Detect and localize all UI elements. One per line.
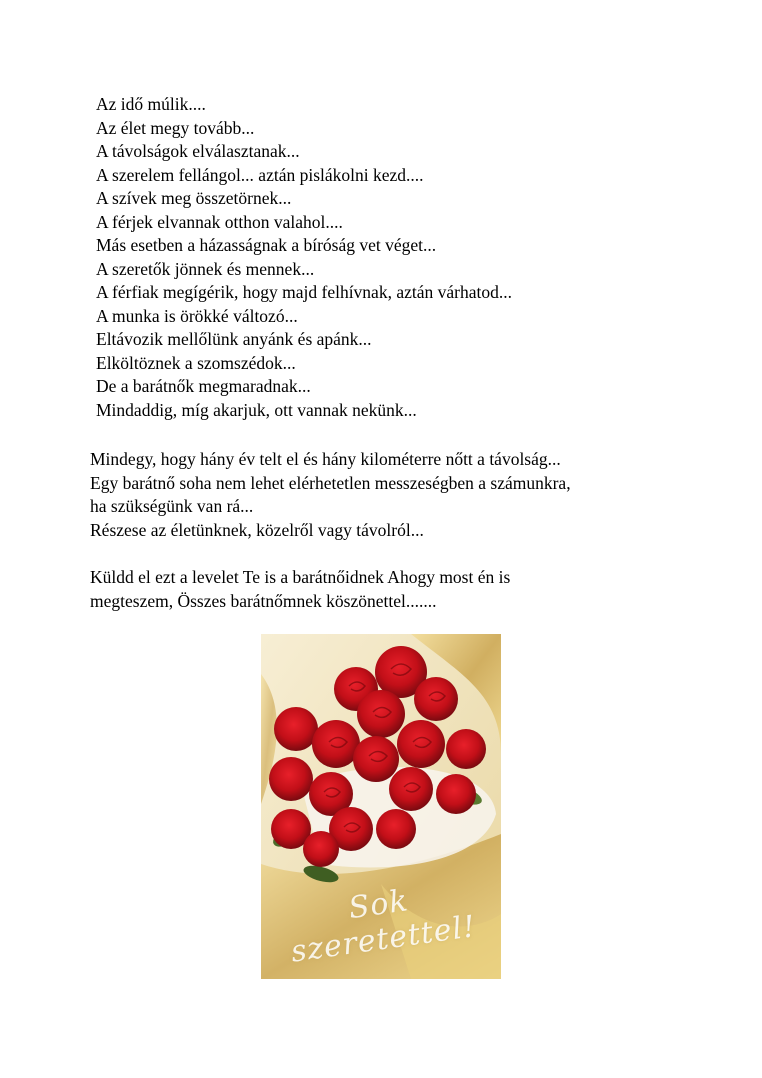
rose-bouquet-image: [261, 634, 501, 979]
poem-line: A szerelem fellángol... aztán pislákolni kezd....: [96, 164, 424, 185]
poem-line: Az idő múlik....: [96, 94, 206, 114]
poem-line: Az élet megy tovább...: [96, 117, 255, 138]
poem-line: Elköltöznek a szomszédok...: [96, 352, 296, 373]
poem-line: A távolságok elválasztanak...: [96, 141, 300, 161]
poem-line: A munka is örökké változó...: [96, 305, 298, 326]
poem-line: A férjek elvannak otthon valahol....: [96, 211, 343, 232]
image-caption: Sok szeretettel!: [288, 883, 479, 970]
poem-line: Más esetben a házasságnak a bíróság vet véget...: [96, 235, 437, 255]
paragraph-friendship: [90, 448, 571, 542]
poem-line: A férfiak megígérik, hogy majd felhívnak, aztán várhatod...: [96, 282, 512, 302]
paragraph-line: Küldd el ezt a levelet Te is a barátnőidnek Ahogy most én is: [90, 567, 511, 587]
paragraph-send: [90, 566, 510, 613]
poem-line: De a barátnők megmaradnak...: [96, 376, 311, 396]
paragraph-line: Egy barátnő soha nem lehet elérhetetlen messzeségben a számunkra,: [90, 472, 571, 493]
poem-line: Mindaddig, míg akarjuk, ott vannak nekünk...: [96, 399, 417, 420]
paragraph-line: Mindegy, hogy hány év telt el és hány kilométerre nőtt a távolság...: [90, 449, 561, 469]
poem-line: A szívek meg összetörnek...: [96, 188, 292, 208]
paragraph-line: megteszem, Összes barátnőmnek köszönettel.......: [90, 590, 437, 611]
poem-line: A szeretők jönnek és mennek...: [96, 258, 315, 279]
paragraph-line: Részese az életünknek, közelről vagy távolról...: [90, 519, 424, 540]
poem: [96, 93, 512, 422]
paragraph-line: ha szükségünk van rá...: [90, 496, 254, 516]
poem-line: Eltávozik mellőlünk anyánk és apánk...: [96, 329, 372, 349]
